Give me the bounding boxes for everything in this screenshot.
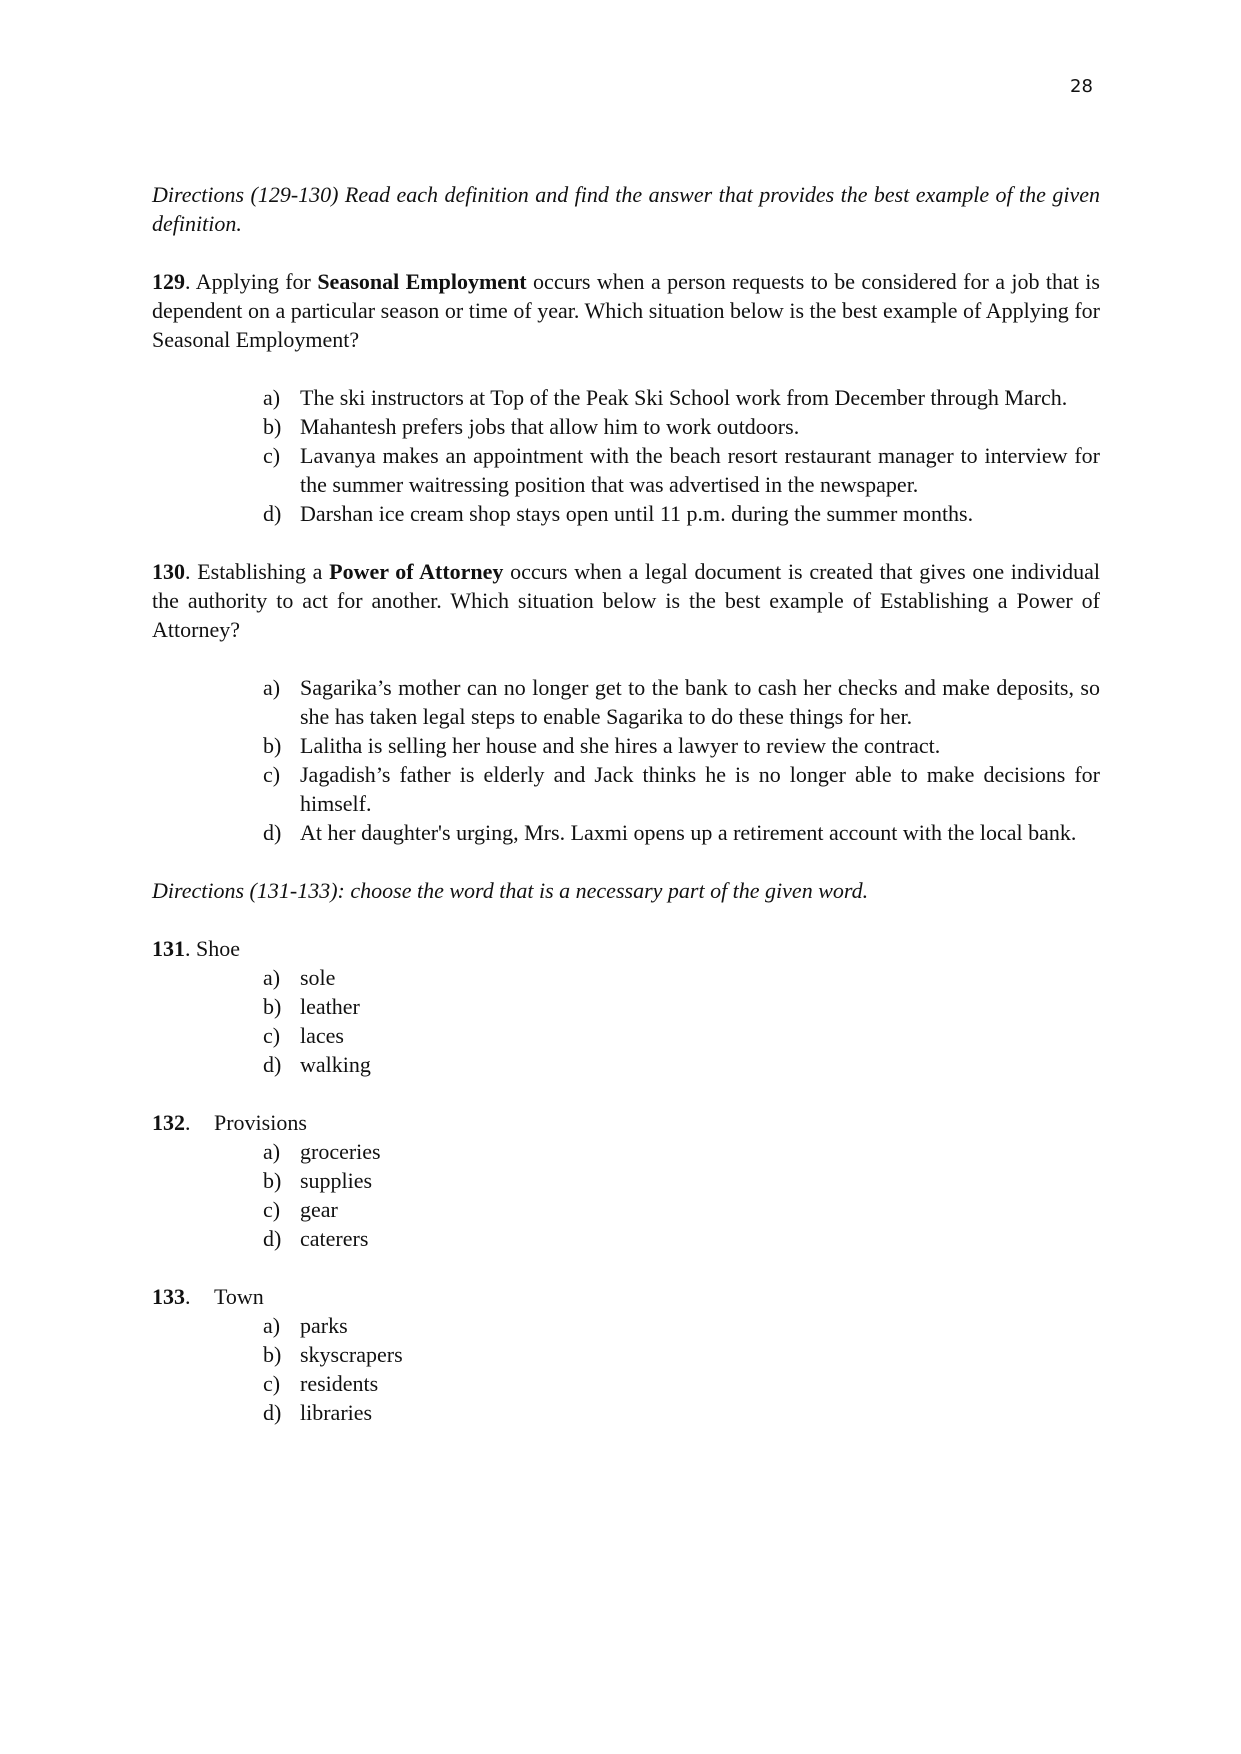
option-letter: c) bbox=[263, 1197, 281, 1222]
question-text: occurs when a person requests to be considered for a job that is dependent on a particular season or time of year. Which situation below is the best example of Applying for Seasonal Employment? bbox=[152, 269, 1100, 352]
page-content bbox=[152, 180, 1100, 1456]
option-b bbox=[263, 731, 1100, 760]
option-text: leather bbox=[300, 994, 360, 1019]
option-b bbox=[263, 412, 1100, 441]
option-text: supplies bbox=[300, 1168, 373, 1193]
option-c bbox=[263, 441, 1100, 499]
question-number: 133 bbox=[152, 1284, 185, 1309]
option-letter: b) bbox=[263, 1168, 282, 1193]
option-text: At her daughter's urging, Mrs. Laxmi opens up a retirement account with the local bank. bbox=[300, 820, 1077, 845]
option-text: Sagarika’s mother can no longer get to the bank to cash her checks and make deposits, so she has taken legal steps to enable Sagarika to do these things for her. bbox=[300, 675, 1100, 729]
options-131 bbox=[263, 963, 1100, 1079]
options-132 bbox=[263, 1137, 1100, 1253]
option-d bbox=[263, 1398, 1100, 1427]
option-text: groceries bbox=[300, 1139, 381, 1164]
question-text: . Applying for bbox=[185, 269, 318, 294]
option-letter: d) bbox=[263, 820, 282, 845]
page-number: 28 bbox=[1070, 76, 1093, 97]
option-text: libraries bbox=[300, 1400, 373, 1425]
option-b bbox=[263, 1166, 1100, 1195]
option-letter: d) bbox=[263, 1226, 282, 1251]
option-letter: a) bbox=[263, 1139, 281, 1164]
option-a bbox=[263, 383, 1100, 412]
option-letter: a) bbox=[263, 965, 281, 990]
option-a bbox=[263, 1137, 1100, 1166]
directions-131-133: Directions (131-133): choose the word that is a necessary part of the given word. bbox=[152, 878, 869, 903]
key-term: Power of Attorney bbox=[329, 559, 504, 584]
option-text: Mahantesh prefers jobs that allow him to work outdoors. bbox=[300, 414, 800, 439]
option-d bbox=[263, 818, 1100, 847]
question-word: Town bbox=[214, 1284, 264, 1309]
option-text: Lavanya makes an appointment with the beach resort restaurant manager to interview for the summer waitressing position that was advertised in the newspaper. bbox=[300, 443, 1100, 497]
option-letter: c) bbox=[263, 1371, 281, 1396]
option-letter: d) bbox=[263, 1400, 282, 1425]
question-number: 130 bbox=[152, 559, 185, 584]
option-text: caterers bbox=[300, 1226, 369, 1251]
option-letter: c) bbox=[263, 762, 281, 787]
option-letter: a) bbox=[263, 385, 281, 410]
option-text: The ski instructors at Top of the Peak Ski School work from December through March. bbox=[300, 385, 1068, 410]
question-133 bbox=[152, 1282, 1100, 1311]
option-text: Darshan ice cream shop stays open until 11 p.m. during the summer months. bbox=[300, 501, 974, 526]
option-text: parks bbox=[300, 1313, 348, 1338]
option-text: laces bbox=[300, 1023, 344, 1048]
option-letter: c) bbox=[263, 443, 281, 468]
option-text: sole bbox=[300, 965, 336, 990]
option-a bbox=[263, 673, 1100, 731]
question-number: 132 bbox=[152, 1110, 185, 1135]
options-133 bbox=[263, 1311, 1100, 1427]
question-text: . Establishing a bbox=[185, 559, 330, 584]
question-word: . Shoe bbox=[185, 936, 240, 961]
option-b bbox=[263, 992, 1100, 1021]
option-letter: b) bbox=[263, 414, 282, 439]
option-c bbox=[263, 1021, 1100, 1050]
option-letter: d) bbox=[263, 1052, 282, 1077]
option-text: skyscrapers bbox=[300, 1342, 403, 1367]
option-d bbox=[263, 499, 1100, 528]
option-a bbox=[263, 1311, 1100, 1340]
question-131 bbox=[152, 934, 1100, 963]
option-c bbox=[263, 760, 1100, 818]
question-132 bbox=[152, 1108, 1100, 1137]
question-129 bbox=[152, 267, 1100, 354]
option-letter: a) bbox=[263, 1313, 281, 1338]
directions-129-130: Directions (129-130) Read each definition and find the answer that provides the best example of the given definition. bbox=[152, 182, 1100, 236]
options-129 bbox=[263, 383, 1100, 528]
question-130 bbox=[152, 557, 1100, 644]
option-text: residents bbox=[300, 1371, 379, 1396]
option-letter: b) bbox=[263, 1342, 282, 1367]
question-number: 131 bbox=[152, 936, 185, 961]
option-text: walking bbox=[300, 1052, 371, 1077]
option-text: Lalitha is selling her house and she hires a lawyer to review the contract. bbox=[300, 733, 941, 758]
option-letter: d) bbox=[263, 501, 282, 526]
option-letter: b) bbox=[263, 994, 282, 1019]
question-word: Provisions bbox=[214, 1110, 307, 1135]
option-c bbox=[263, 1195, 1100, 1224]
option-c bbox=[263, 1369, 1100, 1398]
option-text: gear bbox=[300, 1197, 338, 1222]
question-text: occurs when a legal document is created that gives one individual the authority to act for another. Which situation below is the best example of Establishing a Power of Attorney? bbox=[152, 559, 1101, 642]
option-letter: c) bbox=[263, 1023, 281, 1048]
option-d bbox=[263, 1224, 1100, 1253]
option-letter: a) bbox=[263, 675, 281, 700]
option-text: Jagadish’s father is elderly and Jack thinks he is no longer able to make decisions for himself. bbox=[300, 762, 1100, 816]
option-a bbox=[263, 963, 1100, 992]
option-d bbox=[263, 1050, 1100, 1079]
question-number: 129 bbox=[152, 269, 185, 294]
question-dot: . bbox=[185, 1284, 191, 1309]
options-130 bbox=[263, 673, 1100, 847]
key-term: Seasonal Employment bbox=[317, 269, 527, 294]
option-letter: b) bbox=[263, 733, 282, 758]
option-b bbox=[263, 1340, 1100, 1369]
question-dot: . bbox=[185, 1110, 191, 1135]
